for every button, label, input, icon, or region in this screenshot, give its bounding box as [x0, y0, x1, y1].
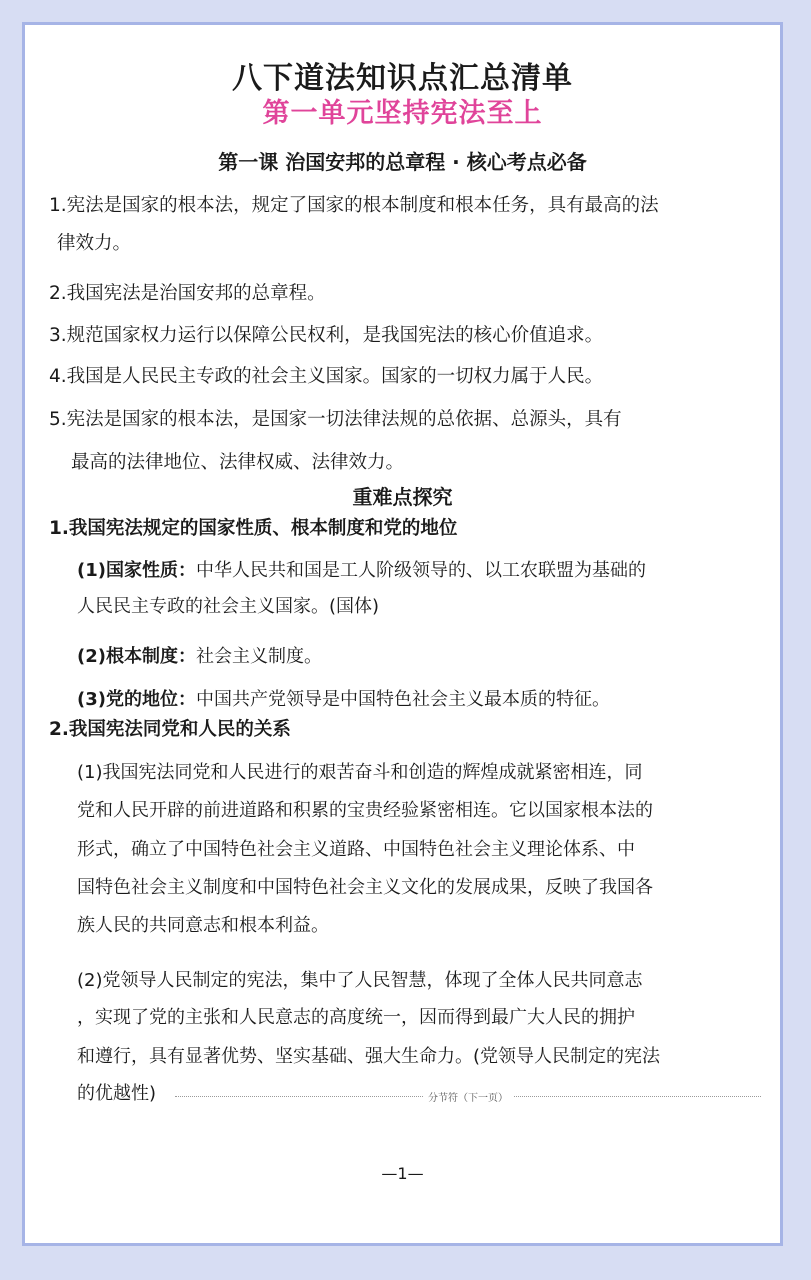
q1-item-2 — [77, 642, 322, 668]
point-3: 3.规范国家权力运行以保障公民权利，是我国宪法的核心价值追求。 — [49, 325, 604, 346]
q2-para-1-line-2: 党和人民开辟的前进道路和积累的宝贵经验紧密相连。它以国家根本法的 — [77, 800, 653, 821]
q1-item-1-line-2: 人民民主专政的社会主义国家。(国体) — [77, 596, 380, 617]
key-section-title: 重难点探究 — [352, 485, 453, 509]
q1-item-3 — [77, 685, 610, 711]
lesson-heading: 第一课 治国安邦的总章程 · 核心考点必备 — [218, 150, 587, 174]
point-2: 2.我国宪法是治国安邦的总章程。 — [49, 283, 326, 304]
q1-item-3-text: 中国共产党领导是中国特色社会主义最本质的特征。 — [195, 689, 610, 710]
q1-heading: 1.我国宪法规定的国家性质、根本制度和党的地位 — [49, 518, 458, 539]
q2-para-1-line-1: (1)我国宪法同党和人民进行的艰苦奋斗和创造的辉煌成就紧密相连，同 — [77, 762, 643, 783]
document-title: 八下道法知识点汇总清单 — [232, 61, 573, 96]
q1-item-2-label: (2)根本制度： — [77, 646, 196, 667]
q2-para-2-line-3: 和遵行，具有显著优势、坚实基础、强大生命力。(党领导人民制定的宪法 — [77, 1046, 661, 1067]
document-page — [22, 22, 783, 1246]
q2-para-1-line-3: 形式，确立了中国特色社会主义道路、中国特色社会主义理论体系、中 — [77, 839, 635, 860]
q2-para-2-line-1: (2)党领导人民制定的宪法，集中了人民智慧，体现了全体人民共同意志 — [77, 970, 643, 991]
q1-item-1-text: 中华人民共和国是工人阶级领导的、以工农联盟为基础的 — [195, 560, 646, 581]
q1-item-3-label: (3)党的地位： — [77, 689, 196, 710]
q2-para-1-line-4: 国特色社会主义制度和中国特色社会主义文化的发展成果，反映了我国各 — [77, 877, 653, 898]
point-1-line-1: 1.宪法是国家的根本法，规定了国家的根本制度和根本任务，具有最高的法 — [49, 195, 659, 216]
section-break-label: 分节符（下一页） — [423, 1089, 513, 1104]
point-4: 4.我国是人民民主专政的社会主义国家。国家的一切权力属于人民。 — [49, 366, 604, 387]
q1-item-1 — [77, 556, 646, 582]
point-5-line-1: 5.宪法是国家的根本法，是国家一切法律法规的总依据、总源头，具有 — [49, 409, 622, 430]
page-number: —1— — [381, 1164, 424, 1183]
q1-item-2-text: 社会主义制度。 — [195, 646, 322, 667]
point-1-line-2: 律效力。 — [57, 233, 132, 254]
q2-heading: 2.我国宪法同党和人民的关系 — [49, 719, 291, 740]
point-5-line-2: 最高的法律地位、法律权威、法律效力。 — [71, 452, 405, 473]
q1-item-1-label: (1)国家性质： — [77, 560, 196, 581]
unit-subtitle: 第一单元坚持宪法至上 — [262, 98, 543, 129]
q2-para-2-line-2: ，实现了党的主张和人民意志的高度统一，因而得到最广大人民的拥护 — [77, 1007, 635, 1028]
q2-para-2-line-4: 的优越性) — [77, 1083, 157, 1104]
q2-para-1-line-5: 族人民的共同意志和根本利益。 — [77, 915, 329, 936]
